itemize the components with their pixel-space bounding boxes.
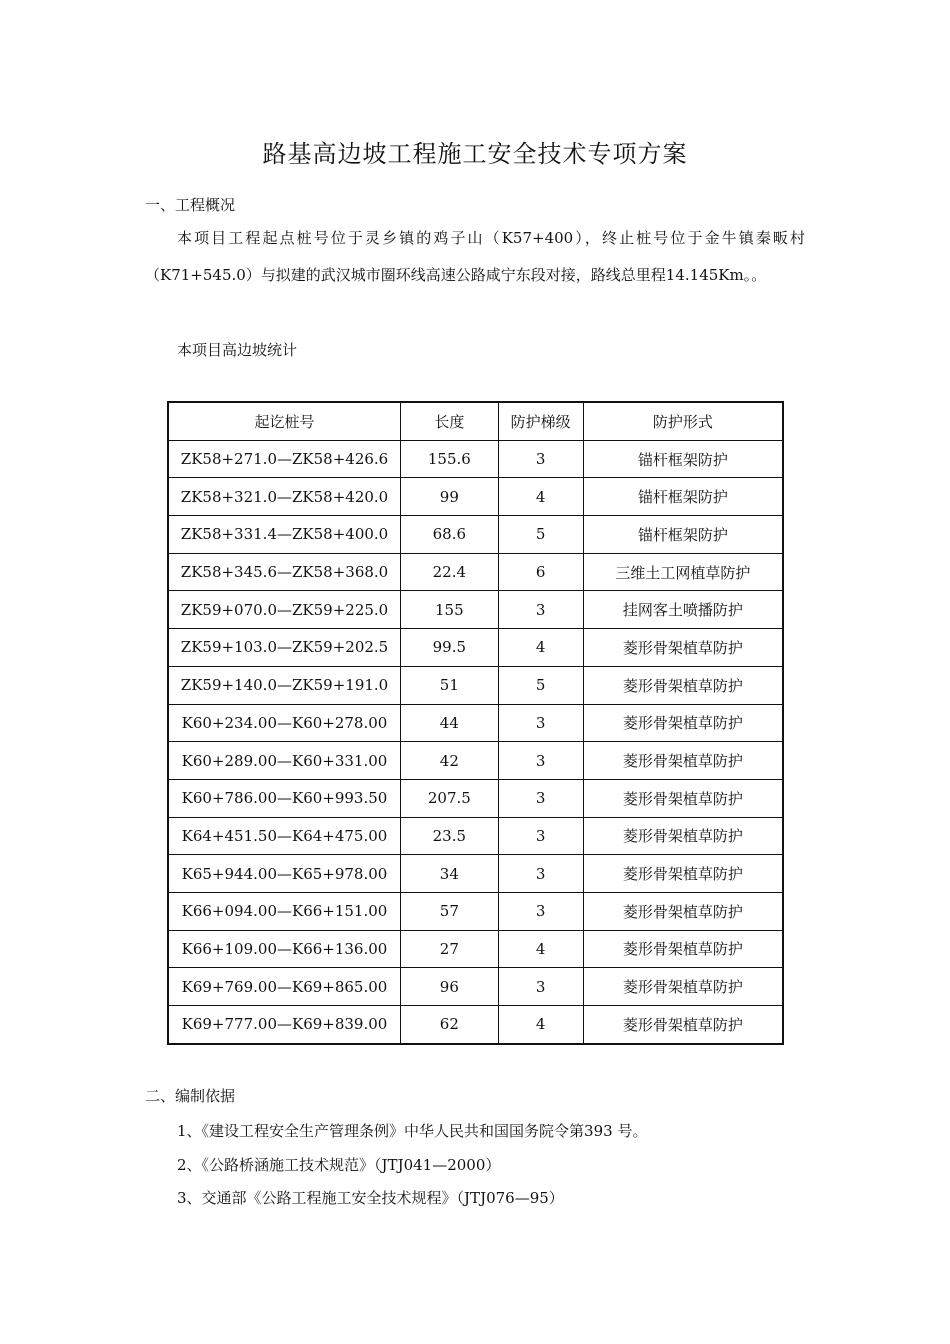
cell-range: K66+094.00—K66+151.00 xyxy=(168,892,400,930)
header-range: 起讫桩号 xyxy=(168,402,400,440)
cell-form: 锚杆框架防护 xyxy=(583,478,783,516)
table-row xyxy=(168,1006,783,1044)
table-row xyxy=(168,704,783,742)
cell-range: K69+777.00—K69+839.00 xyxy=(168,1006,400,1044)
table-row xyxy=(168,478,783,516)
cell-length: 99 xyxy=(400,478,498,516)
cell-range: ZK58+271.0—ZK58+426.6 xyxy=(168,440,400,478)
cell-grade: 3 xyxy=(498,440,583,478)
table-row xyxy=(168,817,783,855)
table-row xyxy=(168,666,783,704)
table-row xyxy=(168,742,783,780)
cell-range: ZK59+070.0—ZK59+225.0 xyxy=(168,591,400,629)
cell-grade: 5 xyxy=(498,516,583,554)
cell-grade: 3 xyxy=(498,779,583,817)
cell-range: K66+109.00—K66+136.00 xyxy=(168,930,400,968)
cell-length: 155.6 xyxy=(400,440,498,478)
cell-grade: 4 xyxy=(498,1006,583,1044)
table-caption: 本项目高边坡统计 xyxy=(177,341,298,359)
cell-length: 57 xyxy=(400,892,498,930)
table-row xyxy=(168,930,783,968)
cell-form: 菱形骨架植草防护 xyxy=(583,817,783,855)
cell-form: 菱形骨架植草防护 xyxy=(583,704,783,742)
table-header-row xyxy=(168,402,783,440)
cell-grade: 4 xyxy=(498,930,583,968)
cell-length: 155 xyxy=(400,591,498,629)
cell-form: 锚杆框架防护 xyxy=(583,440,783,478)
cell-length: 99.5 xyxy=(400,629,498,667)
section1-heading: 一、工程概况 xyxy=(145,196,236,214)
cell-form: 三维土工网植草防护 xyxy=(583,553,783,591)
cell-range: K60+234.00—K60+278.00 xyxy=(168,704,400,742)
cell-form: 菱形骨架植草防护 xyxy=(583,855,783,893)
cell-range: K60+289.00—K60+331.00 xyxy=(168,742,400,780)
cell-form: 菱形骨架植草防护 xyxy=(583,968,783,1006)
cell-range: ZK58+345.6—ZK58+368.0 xyxy=(168,553,400,591)
cell-grade: 3 xyxy=(498,817,583,855)
header-length: 长度 xyxy=(400,402,498,440)
table-row xyxy=(168,968,783,1006)
cell-grade: 6 xyxy=(498,553,583,591)
cell-grade: 5 xyxy=(498,666,583,704)
cell-grade: 3 xyxy=(498,855,583,893)
reference-item: 2、《公路桥涵施工技术规范》（JTJ041—2000） xyxy=(177,1156,501,1174)
cell-length: 207.5 xyxy=(400,779,498,817)
cell-grade: 3 xyxy=(498,742,583,780)
table-body xyxy=(168,440,783,1044)
reference-item: 1、《建设工程安全生产管理条例》中华人民共和国国务院令第393 号。 xyxy=(177,1122,648,1140)
cell-length: 62 xyxy=(400,1006,498,1044)
cell-grade: 3 xyxy=(498,968,583,1006)
cell-range: K60+786.00—K60+993.50 xyxy=(168,779,400,817)
cell-length: 44 xyxy=(400,704,498,742)
cell-range: K64+451.50—K64+475.00 xyxy=(168,817,400,855)
table-row xyxy=(168,855,783,893)
section2-heading: 二、编制依据 xyxy=(145,1087,236,1105)
header-grade: 防护梯级 xyxy=(498,402,583,440)
cell-range: ZK59+140.0—ZK59+191.0 xyxy=(168,666,400,704)
cell-range: ZK58+331.4—ZK58+400.0 xyxy=(168,516,400,554)
cell-range: ZK58+321.0—ZK58+420.0 xyxy=(168,478,400,516)
slope-statistics-table xyxy=(167,401,784,1045)
cell-form: 挂网客土喷播防护 xyxy=(583,591,783,629)
cell-form: 菱形骨架植草防护 xyxy=(583,742,783,780)
cell-grade: 4 xyxy=(498,478,583,516)
cell-length: 22.4 xyxy=(400,553,498,591)
cell-length: 27 xyxy=(400,930,498,968)
cell-range: ZK59+103.0—ZK59+202.5 xyxy=(168,629,400,667)
cell-form: 菱形骨架植草防护 xyxy=(583,666,783,704)
reference-item: 3、交通部《公路工程施工安全技术规程》（JTJ076—95） xyxy=(177,1189,564,1207)
cell-grade: 4 xyxy=(498,629,583,667)
table-row xyxy=(168,440,783,478)
cell-form: 锚杆框架防护 xyxy=(583,516,783,554)
cell-form: 菱形骨架植草防护 xyxy=(583,892,783,930)
table-row xyxy=(168,629,783,667)
cell-form: 菱形骨架植草防护 xyxy=(583,779,783,817)
cell-grade: 3 xyxy=(498,591,583,629)
cell-form: 菱形骨架植草防护 xyxy=(583,629,783,667)
cell-length: 51 xyxy=(400,666,498,704)
table-row xyxy=(168,553,783,591)
section1-paragraph: 本项目工程起点桩号位于灵乡镇的鸡子山（K57+400），终止桩号位于金牛镇秦畈村（K71+545.0）与拟建的武汉城市圈环线高速公路咸宁东段对接，路线总里程14.145Km。。 xyxy=(145,229,805,284)
cell-range: K69+769.00—K69+865.00 xyxy=(168,968,400,1006)
table-row xyxy=(168,516,783,554)
table-row xyxy=(168,892,783,930)
cell-grade: 3 xyxy=(498,892,583,930)
cell-length: 23.5 xyxy=(400,817,498,855)
cell-length: 96 xyxy=(400,968,498,1006)
cell-length: 42 xyxy=(400,742,498,780)
header-form: 防护形式 xyxy=(583,402,783,440)
document-title: 路基高边坡工程施工安全技术专项方案 xyxy=(262,140,688,168)
cell-range: K65+944.00—K65+978.00 xyxy=(168,855,400,893)
table-row xyxy=(168,591,783,629)
cell-length: 34 xyxy=(400,855,498,893)
table-row xyxy=(168,779,783,817)
cell-grade: 3 xyxy=(498,704,583,742)
cell-form: 菱形骨架植草防护 xyxy=(583,930,783,968)
cell-length: 68.6 xyxy=(400,516,498,554)
cell-form: 菱形骨架植草防护 xyxy=(583,1006,783,1044)
